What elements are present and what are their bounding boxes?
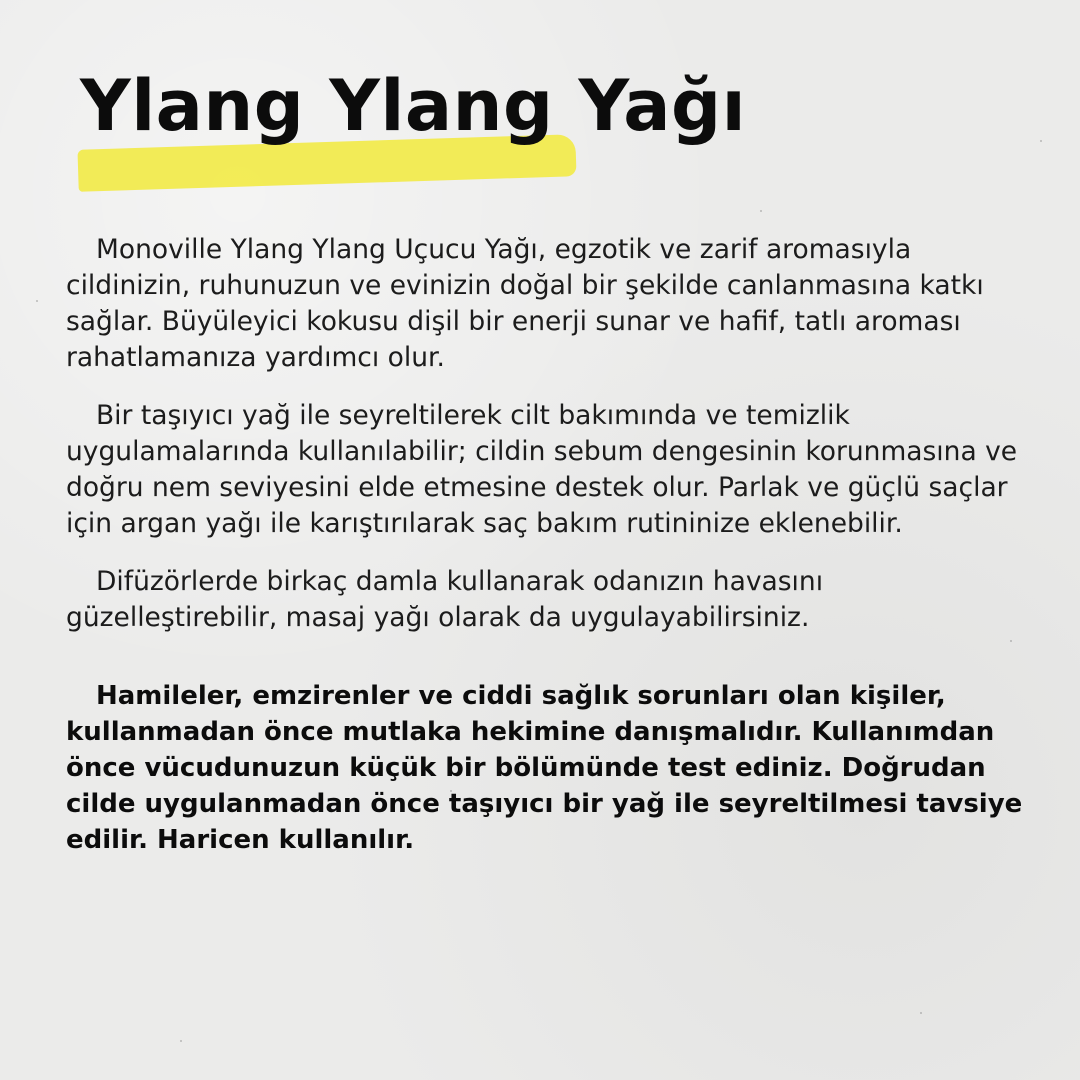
paper-speck	[180, 1040, 182, 1042]
paragraph-intro: Monoville Ylang Ylang Uçucu Yağı, egzotik ve zarif aromasıyla cildinizin, ruhunuzun ve evinizin doğal bir şekilde canlanmasına katkı sağlar. Büyüleyici kokusu dişil bir enerji sunar ve hafif, tatlı aroması rahatlamanıza yardımcı olur.	[66, 234, 984, 373]
paper-speck	[36, 300, 38, 302]
paragraph-usage: Bir taşıyıcı yağ ile seyreltilerek cilt bakımında ve temizlik uygulamalarında kullanılabilir; cildin sebum dengesinin korunmasına ve doğru nem seviyesini elde etmesine destek olur. Parlak ve güçlü saçlar için argan yağı ile karıştırılarak saç bakım rutininize eklenebilir.	[66, 400, 1018, 539]
paper-speck	[920, 1012, 922, 1014]
article-body	[66, 232, 1026, 858]
warning-paragraph: Hamileler, emzirenler ve ciddi sağlık sorunları olan kişiler, kullanmadan önce mutlaka hekimine danışmalıdır. Kullanımdan önce vücudunuzun küçük bir bölümünde test ediniz. Doğrudan cilde uygulanmadan önce taşıyıcı bir yağ ile seyreltilmesi tavsiye edilir. Haricen kullanılır.	[66, 681, 1023, 855]
title-block	[72, 58, 832, 198]
paragraph-diffuser: Difüzörlerde birkaç damla kullanarak odanızın havasını güzelleştirebilir, masaj yağı olarak da uygulayabilirsiniz.	[66, 566, 824, 633]
paper-speck	[760, 210, 762, 212]
paper-speck	[1040, 140, 1042, 142]
page-title: Ylang Ylang Yağı	[80, 65, 747, 147]
